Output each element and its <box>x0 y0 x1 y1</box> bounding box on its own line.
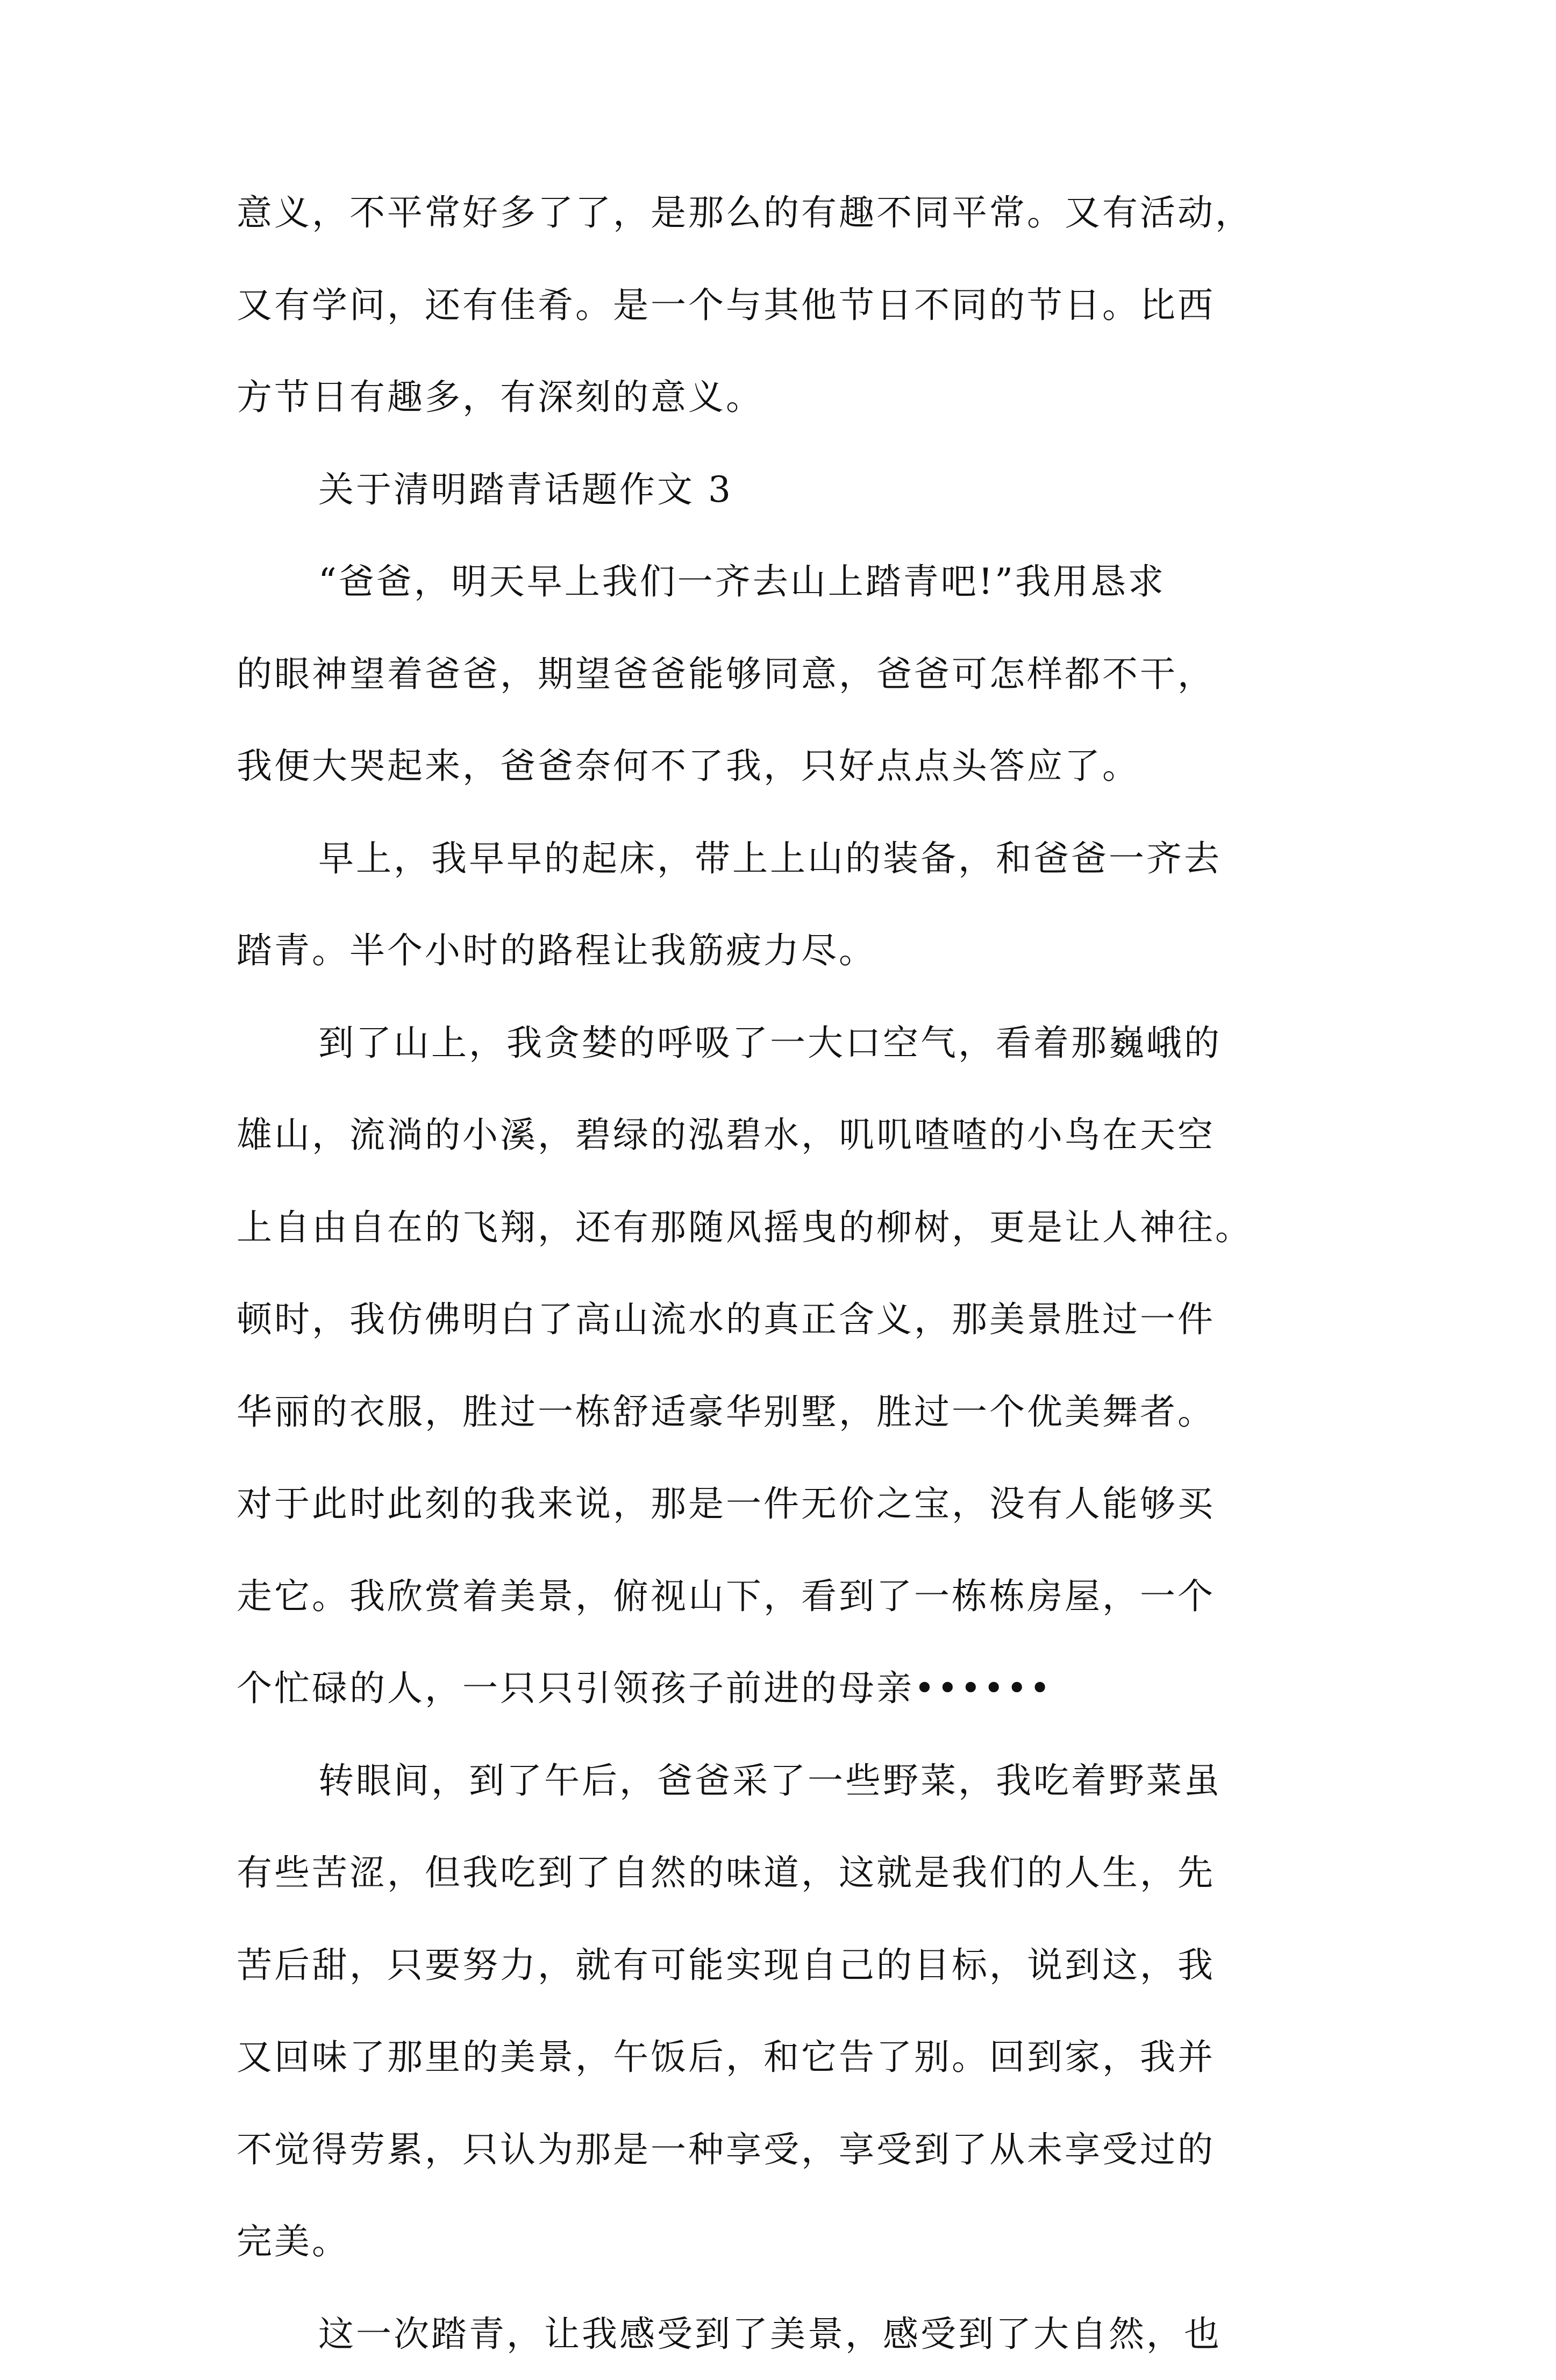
text-line: 的眼神望着爸爸，期望爸爸能够同意，爸爸可怎样都不干， <box>237 628 1339 721</box>
text-line: 对于此时此刻的我来说，那是一件无价之宝，没有人能够买 <box>237 1458 1339 1550</box>
text-line: 完美。 <box>237 2196 1339 2288</box>
text-line: 方节日有趣多，有深刻的意义。 <box>237 351 1339 444</box>
text-line: 顿时，我仿佛明白了高山流水的真正含义，那美景胜过一件 <box>237 1273 1339 1366</box>
text-line: 转眼间，到了午后，爸爸采了一些野菜，我吃着野菜虽 <box>237 1735 1339 1827</box>
text-line: 我便大哭起来，爸爸奈何不了我，只好点点头答应了。 <box>237 720 1339 813</box>
text-line: 上自由自在的飞翔，还有那随风摇曳的柳树，更是让人神往。 <box>237 1181 1339 1274</box>
text-line: 华丽的衣服，胜过一栋舒适豪华别墅，胜过一个优美舞者。 <box>237 1366 1339 1458</box>
text-line: 又有学问，还有佳肴。是一个与其他节日不同的节日。比西 <box>237 259 1339 352</box>
text-line: 早上，我早早的起床，带上上山的装备，和爸爸一齐去 <box>237 813 1339 905</box>
text-line: 又回味了那里的美景，午饭后，和它告了别。回到家，我并 <box>237 2011 1339 2104</box>
text-line: 苦后甜，只要努力，就有可能实现自己的目标，说到这，我 <box>237 1919 1339 2012</box>
text-line: “爸爸，明天早上我们一齐去山上踏青吧!”我用恳求 <box>237 536 1339 628</box>
text-line: 意义，不平常好多了了，是那么的有趣不同平常。又有活动， <box>237 167 1339 259</box>
text-line: 不觉得劳累，只认为那是一种享受，享受到了从未享受过的 <box>237 2104 1339 2196</box>
essay-body <box>237 167 1339 2380</box>
text-line: 到了山上，我贪婪的呼吸了一大口空气，看着那巍峨的 <box>237 997 1339 1089</box>
text-line: 走它。我欣赏着美景，俯视山下，看到了一栋栋房屋，一个 <box>237 1550 1339 1643</box>
text-line: 这一次踏青，让我感受到了美景，感受到了大自然，也 <box>237 2288 1339 2380</box>
text-line: 踏青。半个小时的路程让我筋疲力尽。 <box>237 904 1339 997</box>
essay-heading: 关于清明踏青话题作文 3 <box>237 444 1339 536</box>
text-line: 个忙碌的人，一只只引领孩子前进的母亲•••••• <box>237 1642 1339 1735</box>
text-line: 雄山，流淌的小溪，碧绿的泓碧水，叽叽喳喳的小鸟在天空 <box>237 1089 1339 1181</box>
text-line: 有些苦涩，但我吃到了自然的味道，这就是我们的人生，先 <box>237 1827 1339 1919</box>
